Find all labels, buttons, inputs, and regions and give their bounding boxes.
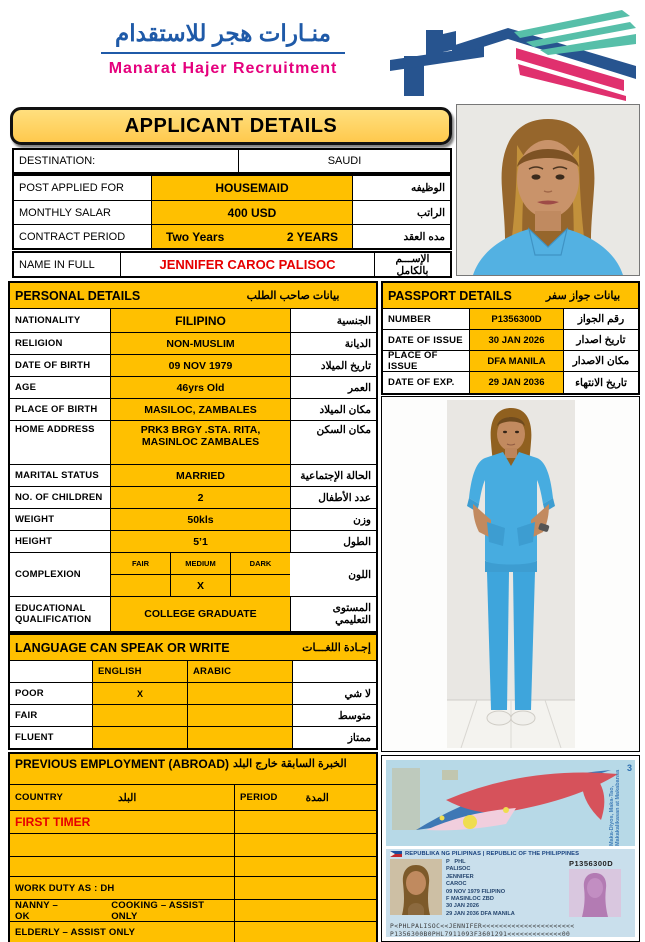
passport-scan [381,755,640,942]
age-value: 46yrs Old [110,377,290,398]
agency-name-arabic: منـارات هجر للاستقدام [101,20,345,54]
children-value: 2 [110,487,290,508]
passport-number-arabic: رقم الجواز [563,309,638,329]
education-value: COLLEGE GRADUATE [110,597,290,631]
salary-arabic: الراتب [352,201,450,224]
philippine-flag-icon [390,851,402,857]
passport-expiry-arabic: تاريخ الانتهاء [563,372,638,393]
elderly-cell: ELDERLY – ASSIST ONLY [15,927,136,938]
passport-place-arabic: مكان الاصدار [563,351,638,371]
passport-code: PHL [454,859,466,865]
work-duty-cell: WORK DUTY AS : DH [15,882,115,894]
period-label: PERIOD [240,792,278,803]
job-details-table [12,174,452,250]
employment-empty-country-1 [10,834,234,856]
passport-ghost-photo [569,869,621,917]
language-col-english: ENGLISH [92,661,187,682]
weight-value: 50kls [110,509,290,530]
complexion-mark-medium: X [170,575,230,596]
headshot-illustration [457,105,639,275]
language-fair-label: FAIR [15,710,38,721]
passport-birth-line: 09 NOV 1979 FILIPINO [446,888,506,895]
passport-cover-number: 3 [626,763,632,773]
work-duty-period-cell [234,877,376,899]
address-arabic: مكان السكن [290,421,376,464]
passport-right-column [569,859,631,922]
name-value: JENNIFER CAROC PALISOC [120,253,374,276]
name-label: NAME IN FULL [19,258,95,271]
passport-issue-value: 30 JAN 2026 [469,330,563,350]
contract-value [151,225,352,248]
passport-given-name: JENNIFER [446,873,474,880]
address-label: HOME ADDRESS [15,424,95,435]
passport-issue-line: 30 JAN 2026 [446,903,479,910]
language-fair-arabic: متوسط [292,705,376,726]
passport-number-label: NUMBER [388,313,431,325]
height-value: 5’1 [110,531,290,552]
first-timer-cell: FIRST TIMER [15,815,91,829]
passport-issue-label: DATE OF ISSUE [388,334,463,346]
contract-value-years: 2 YEARS [286,229,338,244]
fullbody-illustration [447,400,575,748]
children-label: NO. OF CHILDREN [15,492,103,503]
salary-value: 400 USD [151,201,352,224]
religion-arabic: الديانة [290,333,376,354]
passport-expiry-value: 29 JAN 2036 [469,372,563,393]
first-timer-period-cell [234,811,376,833]
language-poor-arabic-col [187,683,292,704]
name-arabic: الإســـم بالكامل [374,253,450,276]
passport-details-section [381,281,640,395]
country-arabic: البلد [118,791,137,804]
contract-label: CONTRACT PERIOD [19,230,126,243]
passport-mrz-line-2: P1356300B0PHL7911093F3601291<<<<<<<<<<<<<00 [390,931,571,937]
passport-expiry-line: 29 JAN 2036 DFA MANILA [446,910,515,917]
pob-arabic: مكان الميلاد [290,399,376,420]
passport-photo [390,859,442,915]
language-fluent-label: FLUENT [15,732,54,743]
pob-label: PLACE OF BIRTH [15,404,98,415]
pob-value: MASILOC, ZAMBALES [110,399,290,420]
complexion-grid [110,553,290,596]
complexion-arabic: اللون [348,568,371,581]
cooking-note: COOKING – ASSIST ONLY [111,900,205,921]
complexion-label: COMPLEXION [15,569,81,580]
passport-cover-art [386,760,635,846]
period-header-cell [234,785,376,810]
name-table [12,251,452,278]
period-arabic: المدة [305,791,329,804]
language-poor-english: X [92,683,187,704]
passport-country-header: REPUBLIKA NG PILIPINAS | REPUBLIC OF THE PHILIPPINES [405,851,580,857]
height-arabic: الطول [290,531,376,552]
agency-brand [58,20,388,78]
nationality-label: NATIONALITY [15,315,81,326]
personal-details-title-arabic: بيانات صاحب الطلب [246,290,340,302]
passport-middle-name: CAROC [446,881,467,888]
passport-sex-pob-line: F MASINLOC ZBD [446,896,494,903]
weight-arabic: وزن [290,509,376,530]
complexion-mark-dark [230,575,290,596]
elderly-period-cell [234,922,376,942]
language-fluent-english [92,727,187,748]
language-fair-english [92,705,187,726]
prev-employment-title: PREVIOUS EMPLOYMENT (ABROAD) [15,757,230,771]
agency-logo-icon [386,4,640,101]
height-label: HEIGHT [15,536,53,547]
salary-label: MONTHLY SALAR [19,206,111,219]
country-label: COUNTRY [15,792,64,803]
language-col-blank [292,661,376,682]
employment-empty-period-2 [234,857,376,876]
nanny-note: NANNY – OK [15,900,58,921]
contract-arabic: مده العقد [352,225,450,248]
passport-place-value: DFA MANILA [469,351,563,371]
passport-cover-page [386,760,635,846]
language-poor-arabic: لا شي [292,683,376,704]
passport-details-title: PASSPORT DETAILS [388,288,512,303]
employment-empty-country-2 [10,857,234,876]
passport-issue-arabic: تاريخ اصدار [563,330,638,350]
dob-value: 09 NOV 1979 [110,355,290,376]
passport-fields [442,859,569,922]
nanny-period-cell [234,900,376,921]
page-title: APPLICANT DETAILS [10,107,452,145]
language-fair-arabic-col [187,705,292,726]
dob-label: DATE OF BIRTH [15,360,91,371]
language-section [8,633,378,750]
age-arabic: العمر [290,377,376,398]
personal-details-section [8,281,378,633]
country-header-cell [10,785,234,810]
complexion-option-fair: FAIR [111,553,170,574]
passport-number-value: P1356300D [469,309,563,329]
passport-scan-number: P1356300D [569,859,614,868]
prev-employment-title-arabic: الخبرة السابقة خارج البلد [233,758,347,770]
religion-label: RELIGION [15,338,63,349]
marital-value: MARRIED [110,465,290,486]
language-col-arabic: ARABIC [187,661,292,682]
passport-details-title-arabic: بيانات جواز سفر [545,290,621,302]
dob-arabic: تاريخ الميلاد [290,355,376,376]
education-label: EDUCATIONAL QUALIFICATION [15,603,92,625]
destination-label: DESTINATION: [19,155,96,167]
complexion-mark-fair [111,575,170,596]
passport-type: P [446,859,450,865]
age-label: AGE [15,382,37,393]
contract-value-text: Two Years [166,229,225,244]
complexion-option-dark: DARK [230,553,290,574]
language-title: LANGUAGE CAN SPEAK OR WRITE [15,640,230,655]
post-value: HOUSEMAID [151,176,352,200]
prev-employment-title-cell [10,754,376,784]
weight-label: WEIGHT [15,514,55,525]
passport-place-label: PLACE OF ISSUE [388,351,438,371]
language-fluent-arabic-col [187,727,292,748]
post-label: POST APPLIED FOR [19,182,124,194]
agency-name-english: Manarat Hajer Recruitment [108,60,338,77]
previous-employment-section [8,752,378,942]
personal-details-title: PERSONAL DETAILS [15,288,141,303]
passport-expiry-label: DATE OF EXP. [388,377,455,388]
employment-empty-period-1 [234,834,376,856]
language-poor-label: POOR [15,688,44,699]
complexion-option-medium: MEDIUM [170,553,230,574]
destination-value: SAUDI [238,150,450,172]
children-arabic: عدد الأطفال [290,487,376,508]
applicant-headshot-photo [456,104,640,276]
marital-arabic: الحالة الإجتماعية [290,465,376,486]
passport-surname: PALISOC [446,866,471,873]
education-arabic: المستوى التعليمي [290,597,376,631]
language-corner-cell [10,661,92,682]
address-value: PRK3 BRGY .STA. RITA, MASINLOC ZAMBALES [110,421,290,464]
nationality-value: FILIPINO [110,309,290,332]
post-arabic: الوظيفه [352,176,450,200]
applicant-fullbody-photo [381,396,640,752]
language-fluent-arabic: ممتاز [292,727,376,748]
marital-label: MARITAL STATUS [15,470,99,481]
nationality-arabic: الجنسية [290,309,376,332]
nanny-cooking-cell [10,900,234,921]
language-title-arabic: إجـادة اللغـــات [302,642,371,654]
destination-table [12,148,452,174]
passport-motto-text: Maka-Diyos, Maka-Tao, Makakalikasan at Makabansa [609,769,621,846]
passport-data-page [386,849,635,937]
passport-mrz-line-1: P<PHLPALISOC<<JENNIFER<<<<<<<<<<<<<<<<<<<<<< [390,923,575,930]
religion-value: NON-MUSLIM [110,333,290,354]
